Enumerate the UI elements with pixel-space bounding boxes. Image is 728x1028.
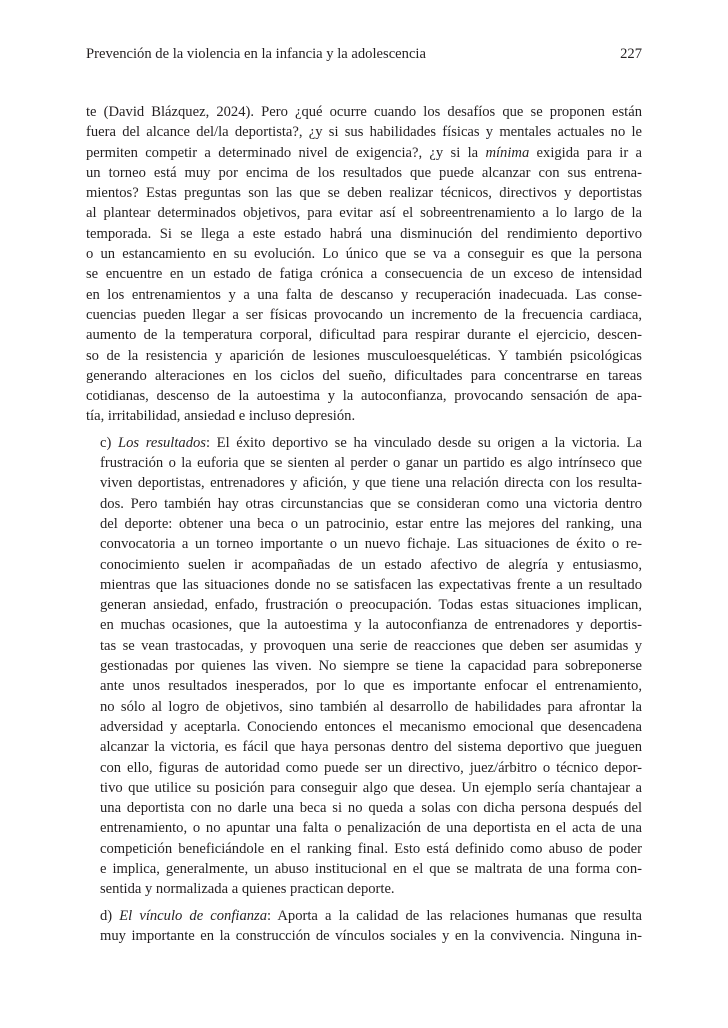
italic-term: mínima	[485, 144, 530, 161]
text-line: una deportista con no darle una beca si no queda a solas con dicha persona después del	[100, 800, 642, 817]
text-line: e implica, generalmente, un abuso institucional en el que se maltrata de una forma con-	[100, 860, 642, 877]
text-line: tía, irritabilidad, ansiedad e incluso depresión.	[86, 408, 356, 425]
text-line: entrenamiento, o no apuntar una falta o penalización de una deportista en el acta de una	[100, 820, 642, 837]
text-line: muy importante en la construcción de vínculos sociales y en la convivencia. Ninguna in-	[100, 927, 642, 944]
running-header-title: Prevención de la violencia en la infancia y la adolescencia	[86, 46, 426, 62]
paragraph-d-el-vinculo-de-confianza	[86, 906, 642, 947]
text-line: sentida y normalizada a quienes practican deporte.	[100, 881, 395, 898]
page-number: 227	[620, 46, 642, 62]
italic-term: El vínculo de confianza	[119, 907, 268, 924]
text-line: adversidad y aceptarla. Conociendo entonces el mecanismo emocional que desencadena	[100, 718, 642, 735]
text-line: competición beneficiándole en el ranking final. Esto está definido como abuso de poder	[100, 840, 642, 857]
text-line: tivo que utilice su posición para conseguir algo que desea. Un ejemplo sería chantajear a	[100, 779, 642, 796]
text-line: mientos? Estas preguntas son las que se deben realizar técnicos, directivos y deportistas	[86, 185, 642, 202]
text-line: d) El vínculo de confianza: Aporta a la calidad de las relaciones humanas que resulta	[100, 907, 642, 924]
text-line: al plantear determinados objetivos, para evitar así el sobreentrenamiento a lo largo de la	[86, 205, 642, 222]
paragraph-p1	[86, 102, 642, 427]
text-line: generan ansiedad, enfado, frustración o preocupación. Todas estas situaciones implican,	[100, 597, 642, 614]
text-line: so de la resistencia y aparición de lesiones musculoesqueléticas. Y también psicológicas	[86, 347, 642, 364]
text-line: te (David Blázquez, 2024). Pero ¿qué ocurre cuando los desafíos que se proponen están	[86, 104, 642, 120]
text-line: aumento de la temperatura corporal, dificultad para respirar durante el ejercicio, descen-	[86, 327, 642, 344]
text-line: temporada. Si se llega a este estado habrá una disminución del rendimiento deportivo	[86, 225, 642, 242]
text-line: o un estancamiento en su evolución. Lo único que se va a conseguir es que la persona	[86, 246, 642, 263]
text-line: en muchas ocasiones, que la autoestima y la autoconfianza de entrenadores y deportis-	[100, 617, 642, 634]
text-line: un torneo está muy por encima de los resultados que puede alcanzar con sus entrena-	[86, 164, 642, 181]
text-line: gestionadas por quienes las viven. No siempre se tiene la capacidad para sobreponerse	[100, 658, 642, 675]
text-line: tas se vean trastocadas, y provoquen una serie de reacciones que deben ser asumidas y	[100, 637, 642, 654]
running-header	[86, 46, 642, 63]
paragraph-c-los-resultados	[86, 433, 642, 900]
text-line: cuencias pueden llegar a ser físicas provocando un incremento de la frecuencia cardiaca,	[86, 306, 642, 323]
text-line: fuera del alcance del/la deportista?, ¿y si sus habilidades físicas y mentales actuales no le	[86, 124, 642, 141]
text-line: convocatoria a un torneo importante o un nuevo fichaje. Las situaciones de éxito o re-	[100, 536, 642, 553]
text-line: frustración o la euforia que se sienten al perder o ganar un partido es algo intrínseco que	[100, 455, 642, 472]
text-line: mientras que las situaciones donde no se satisfacen las expectativas frente a un resultado	[100, 576, 642, 593]
text-line: se encuentre en un estado de fatiga crónica a consecuencia de un exceso de intensidad	[86, 266, 642, 283]
text-line: con ello, figuras de autoridad como puede ser un directivo, juez/árbitro o técnico depor-	[100, 759, 642, 776]
text-line: no sólo al logro de objetivos, sino también al desarrollo de habilidades para afrontar la	[100, 698, 642, 715]
text-line: viven deportistas, entrenadores y afición, y que tiene una relación directa con los resulta-	[100, 475, 642, 492]
text-line: permiten competir a determinado nivel de exigencia?, ¿y si la mínima exigida para ir a	[86, 144, 642, 161]
body-text	[86, 102, 642, 946]
text-line: c) Los resultados: El éxito deportivo se ha vinculado desde su origen a la victoria. La	[100, 434, 642, 451]
text-line: dos. Pero también hay otras circunstancias que se consideran como una victoria dentro	[100, 495, 642, 512]
text-line: conocimiento suelen ir acompañadas de un estado afectivo de alegría y entusiasmo,	[100, 556, 642, 573]
italic-term: Los resultados	[117, 434, 206, 451]
text-line: generando alteraciones en los ciclos del sueño, dificultades para concentrarse en tareas	[86, 367, 642, 384]
text-line: alcanzar la victoria, es fácil que haya personas dentro del sistema deportivo que jueguen	[100, 739, 642, 756]
text-line: del deporte: obtener una beca o un patrocinio, estar entre las mejores del ranking, una	[100, 515, 642, 532]
text-line: en los entrenamientos y a una falta de descanso y recuperación inadecuada. Las conse-	[86, 286, 642, 303]
text-line: ante unos resultados inesperados, por lo que es importante enfocar el entrenamiento,	[100, 678, 642, 695]
text-line: cotidianas, descenso de la autoestima y la autoconfianza, provocando sensación de apa-	[86, 388, 642, 405]
